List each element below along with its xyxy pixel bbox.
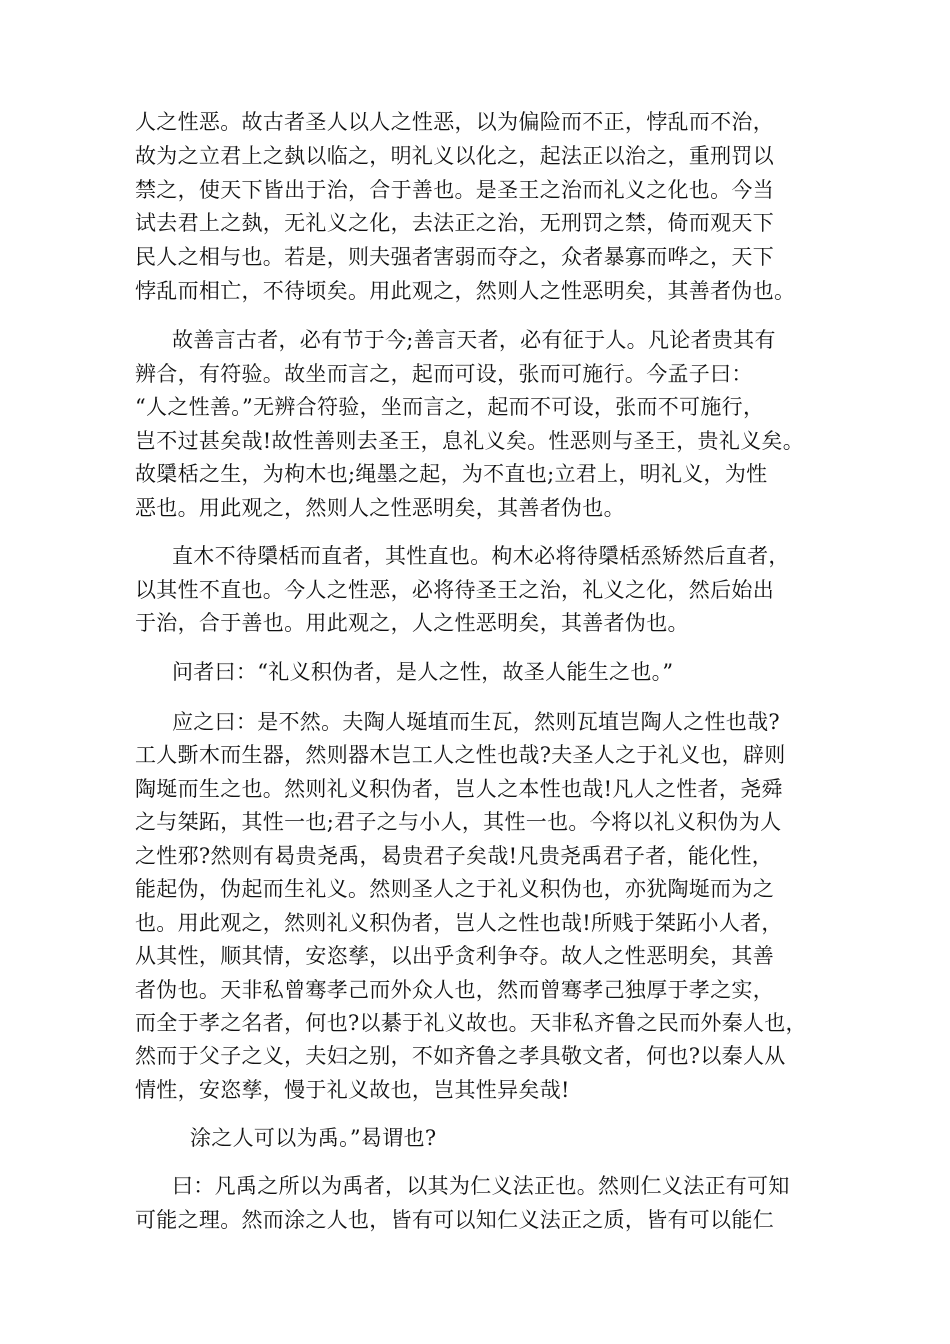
text-line: 情性，安恣孳，慢于礼义故也，岂其性异矣哉!	[135, 1078, 570, 1102]
text-line: 恶也。用此观之，然则人之性恶明矣，其善者伪也。	[135, 496, 625, 520]
text-line: 者伪也。天非私曾骞孝己而外众人也，然而曾骞孝己独厚于孝之实，	[135, 978, 774, 1002]
text-line: 以其性不直也。今人之性恶，必将待圣王之治，礼义之化，然后始出	[135, 578, 774, 602]
text-line: 问者曰：“礼义积伪者，是人之性，故圣人能生之也。”	[172, 660, 674, 684]
text-line: 之性邪?然则有曷贵尧禹，曷贵君子矣哉!凡贵尧禹君子者，能化性，	[135, 844, 773, 868]
text-line: 于治，合于善也。用此观之，人之性恶明矣，其善者伪也。	[135, 611, 689, 635]
text-line: 之与桀跖，其性一也;君子之与小人，其性一也。今将以礼义积伪为人	[135, 810, 782, 834]
text-line: 悖乱而相亡，不待顷矣。用此观之，然则人之性恶明矣，其善者伪也。	[135, 279, 796, 303]
text-line: 也。用此观之，然则礼义积伪者，岂人之性也哉!所贱于桀跖小人者，	[135, 911, 783, 935]
text-line: 岂不过甚矣哉!故性善则去圣王，息礼义矣。性恶则与圣王，贵礼义矣。	[135, 429, 805, 453]
text-line: 从其性，顺其情，安恣孳，以出乎贪利争夺。故人之性恶明矣，其善	[135, 944, 774, 968]
text-line: 可能之理。然而涂之人也，皆有可以知仁义法正之质，皆有可以能仁	[135, 1208, 774, 1232]
text-line: 能起伪，伪起而生礼义。然则圣人之于礼义积伪也，亦犹陶埏而为之	[135, 877, 774, 901]
text-line: 辨合，有符验。故坐而言之，起而可设，张而可施行。今孟子曰：	[135, 362, 753, 386]
text-line: 直木不待檃栝而直者，其性直也。枸木必将待檃栝烝矫然后直者，	[172, 544, 790, 568]
text-line: 人之性恶。故古者圣人以人之性恶，以为偏险而不正，悖乱而不治，	[135, 110, 774, 134]
text-line: 民人之相与也。若是，则夫强者害弱而夺之，众者暴寡而哗之，天下	[135, 245, 774, 269]
text-line: “人之性善。”无辨合符验，坐而言之，起而不可设，张而不可施行，	[135, 395, 765, 419]
text-line: 应之曰：是不然。夫陶人埏埴而生瓦，然则瓦埴岂陶人之性也哉?	[172, 710, 780, 734]
text-line: 陶埏而生之也。然则礼义积伪者，岂人之本性也哉!凡人之性者，尧舜	[135, 777, 783, 801]
text-line: 故善言古者，必有节于今;善言天者，必有征于人。凡论者贵其有	[172, 328, 776, 352]
text-line: 而全于孝之名者，何也?以綦于礼义故也。天非私齐鲁之民而外秦人也，	[135, 1011, 807, 1035]
text-line: 然而于父子之义，夫妇之别，不如齐鲁之孝具敬文者，何也?以秦人从	[135, 1044, 786, 1068]
text-line: 故为之立君上之埶以临之，明礼义以化之，起法正以治之，重刑罚以	[135, 144, 774, 168]
text-line: 涂之人可以为禹。”曷谓也?	[190, 1126, 437, 1150]
text-line: 故檃栝之生，为枸木也;绳墨之起，为不直也;立君上，明礼义，为性	[135, 462, 768, 486]
text-line: 禁之，使天下皆出于治，合于善也。是圣王之治而礼义之化也。今当	[135, 178, 774, 202]
text-line: 试去君上之埶，无礼义之化，去法正之治，无刑罚之禁，倚而观天下	[135, 211, 774, 235]
text-line: 工人斲木而生器，然则器木岂工人之性也哉?夫圣人之于礼义也，辟则	[135, 743, 786, 767]
text-line: 曰：凡禹之所以为禹者，以其为仁义法正也。然则仁义法正有可知	[172, 1174, 790, 1198]
